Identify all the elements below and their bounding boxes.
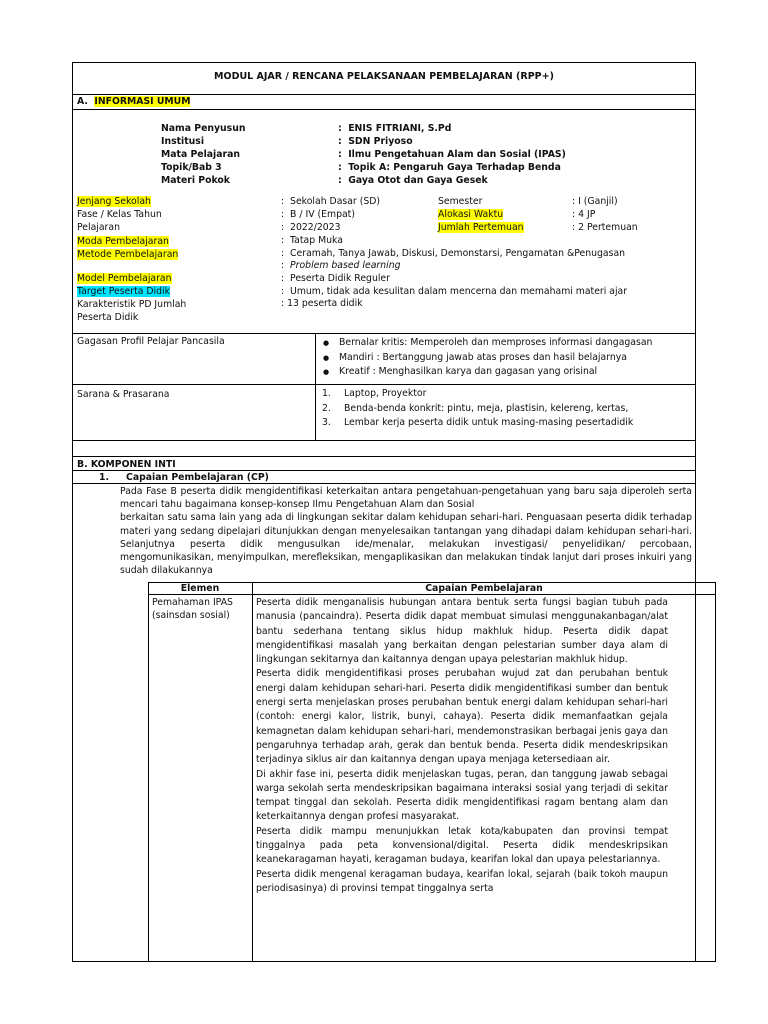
document-title: MODUL AJAR / RENCANA PELAKSANAAN PEMBELAJARAN (RPP+) <box>214 71 554 82</box>
identity-value: : Ilmu Pengetahuan Alam dan Sosial (IPAS) <box>338 149 566 160</box>
identity-value: : ENIS FITRIANI, S.Pd <box>338 123 452 134</box>
profil-list <box>319 336 652 380</box>
pelajaran-value: : 2022/2023 <box>281 222 341 233</box>
identity-label: Nama Penyusun <box>161 123 246 134</box>
jenjang-label: Jenjang Sekolah <box>77 196 151 207</box>
capaian-cell: Peserta didik menganalisis hubungan antara bentuk serta fungsi bagian tubuh pada manusia (pancaindra). Peserta didik dapat membuat simulasi menggunakanbagan/alat bantu sederhana tentang siklus hidup makhluk hidup. Peserta didik dapat mengidentifikasi masalah yang berkaitan dengan pelestarian sumber daya alam di lingkungan sekitarnya dan kaitannya dengan upaya pelestarian makhluk hidup. Peserta didik mengidentifikasi proses perubahan wujud zat dan perubahan bentuk energi dalam kehidupan sehari-hari. Peserta didik mengidentifikasi sumber dan bentuk energi serta menjelaskan proses perubahan bentuk energi dalam kehidupan sehari-hari (contoh: energi kalor, listrik, bunyi, cahaya). Peserta didik memanfaatkan gejala kemagnetan dalam kehidupan sehari-hari, mendemonstrasikan berbagai jenis gaya dan pengaruhnya terhadap arah, gerak dan bentuk benda. Peserta didik mendeskripsikan terjadinya siklus air dan kaitannya dengan upaya menjaga ketersediaan air. Di akhir fase ini, peserta didik menjelaskan tugas, peran, dan tanggung jawab sebagai warga sekolah serta mendeskripsikan bagaimana interaksi sosial yang terjadi di sekitar tempat tinggal dan sekolah. Peserta didik mengidentifikasi ragam bentang alam dan keterkaitannya dengan profesi masyarakat. Peserta didik mampu menunjukkan letak kota/kabupaten dan provinsi tempat tinggalnya pada peta konvensional/digital. Peserta didik mendeskripsikan keanekaragaman hayati, keragaman budaya, kearifan lokal dan upaya pelestariannya. Peserta didik mengenal keragaman budaya, kearifan lokal, sejarah (baik tokoh maupun periodisasinya) di provinsi tempat tinggalnya serta <box>256 597 668 894</box>
elemen-cell: Pemahaman IPAS (sainsdan sosial) <box>152 597 233 621</box>
list-item: 3. Lembar kerja peserta didik untuk masing-masing pesertadidik <box>322 417 634 428</box>
moda-value: : Tatap Muka <box>281 235 343 246</box>
metode-label: Metode Pembelajaran <box>77 249 179 260</box>
list-item: ● Kreatif : Menghasilkan karya dan gagasan yang orisinal <box>319 365 652 380</box>
identity-value: : Topik A: Pengaruh Gaya Terhadap Benda <box>338 162 561 173</box>
cp-number: 1. <box>99 472 110 483</box>
identity-value: : SDN Priyoso <box>338 136 413 147</box>
karakteristik-label: Karakteristik PD Jumlah <box>77 299 187 310</box>
divider <box>315 333 316 440</box>
table-header-elemen: Elemen <box>180 583 220 594</box>
divider <box>72 94 696 95</box>
semester-label: Semester <box>438 196 483 207</box>
jumlah-label: Jumlah Pertemuan <box>438 222 524 233</box>
identity-label: Materi Pokok <box>161 175 230 186</box>
identity-label: Topik/Bab 3 <box>161 162 222 173</box>
identity-value: : Gaya Otot dan Gaya Gesek <box>338 175 488 186</box>
alokasi-label: Alokasi Waktu <box>438 209 504 220</box>
divider <box>72 109 696 110</box>
divider <box>148 594 716 595</box>
table-header-capaian: Capaian Pembelajaran <box>425 583 543 594</box>
sarana-list <box>322 387 633 431</box>
model-value: : Peserta Didik Reguler <box>281 273 390 284</box>
list-item: ● Bernalar kritis: Memperoleh dan memproses informasi dangagasan <box>319 336 652 351</box>
list-item: 2. Benda-benda konkrit: pintu, meja, plastisin, kelereng, kertas, <box>322 402 629 414</box>
divider <box>72 384 696 385</box>
divider <box>72 483 696 484</box>
divider <box>72 440 696 441</box>
jumlah-value: : 2 Pertemuan <box>572 222 638 233</box>
karakteristik-value: : 13 peserta didik <box>281 298 363 309</box>
cp-heading: Capaian Pembelajaran (CP) <box>126 472 269 483</box>
cp-paragraph: Pada Fase B peserta didik mengidentifikasi keterkaitan antara pengetahuan-pengetahuan yang baru saja diperoleh serta mencari tahu bagaimana konsep-konsep Ilmu Pengetahuan Alam dan Sosial berkaitan satu sama lain yang ada di lingkungan sekitar dalam kehidupan sehari-hari. Penguasaan peserta didik terhadap materi yang sedang dipelajari ditunjukkan dengan menyelesaikan tantangan yang dihadapi dalam kehidupan sehari-hari. Selanjutnya peserta didik mengusulkan ide/menalar, melakukan investigasi/ penyelidikan/ percobaan, mengomunikasikan, menyimpulkan, merefleksikan, mengaplikasikan dan melakukan tindak lanjut dari proses inkuiri yang sudah dilakukannya <box>120 486 692 577</box>
sarana-label: Sarana & Prasarana <box>77 389 170 400</box>
divider <box>72 470 696 471</box>
semester-value: : I (Ganjil) <box>572 196 618 207</box>
metode-value-2: : Problem based learning <box>281 260 401 271</box>
list-item: ● Mandiri : Bertanggung jawab atas proses dan hasil belajarnya <box>319 351 652 366</box>
section-a-heading: A. INFORMASI UMUM <box>77 96 191 107</box>
moda-label: Moda Pembelajaran <box>77 236 169 247</box>
divider <box>72 333 696 334</box>
jenjang-value: : Sekolah Dasar (SD) <box>281 196 381 207</box>
alokasi-value: : 4 JP <box>572 209 596 220</box>
fase-label: Fase / Kelas Tahun <box>77 209 162 220</box>
identity-label: Mata Pelajaran <box>161 149 240 160</box>
pelajaran-label: Pelajaran <box>77 222 120 233</box>
target-value: : Umum, tidak ada kesulitan dalam mencerna dan memahami materi ajar <box>281 286 628 297</box>
section-b-heading: B. KOMPONEN INTI <box>77 459 176 470</box>
divider <box>72 456 696 457</box>
fase-value: : B / IV (Empat) <box>281 209 355 220</box>
profil-label: Gagasan Profil Pelajar Pancasila <box>77 336 225 347</box>
target-label: Target Peserta Didik <box>77 286 171 297</box>
divider <box>252 582 253 962</box>
karakteristik-label-2: Peserta Didik <box>77 312 139 323</box>
model-label: Model Pembelajaran <box>77 273 172 284</box>
metode-value: : Ceramah, Tanya Jawab, Diskusi, Demonstarsi, Pengamatan &Penugasan <box>281 248 626 259</box>
identity-label: Institusi <box>161 136 205 147</box>
list-item: 1. Laptop, Proyektor <box>322 388 427 399</box>
